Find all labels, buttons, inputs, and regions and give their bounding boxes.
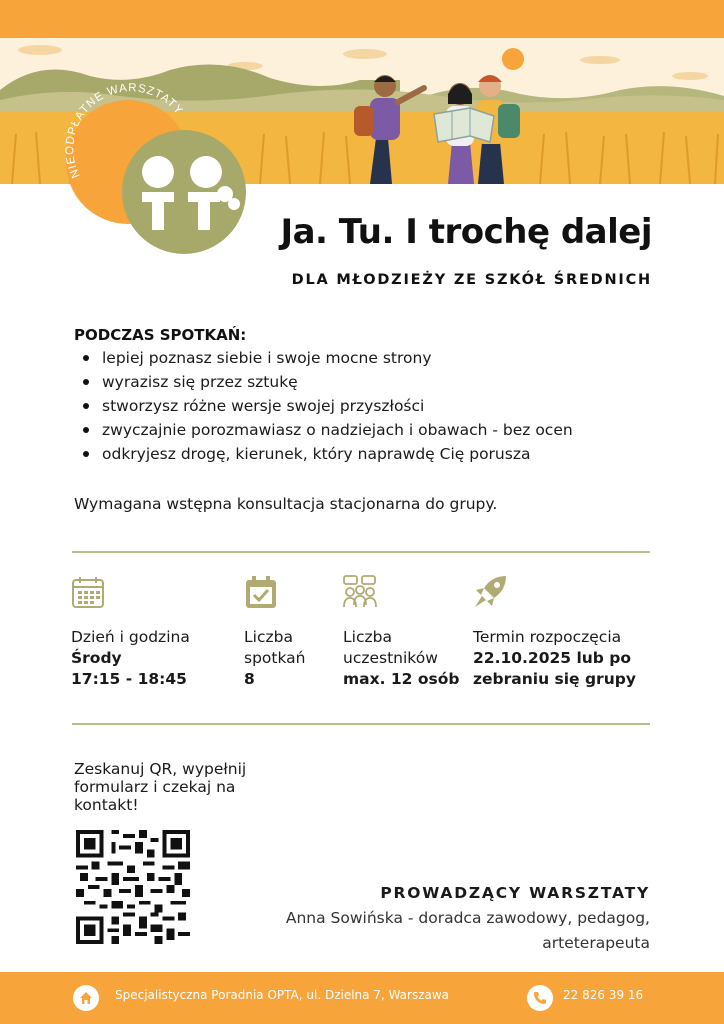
phone-icon [527, 985, 553, 1011]
list-item: stworzysz różne wersje swojej przyszłości [80, 394, 573, 418]
info-value: max. 12 osób [343, 670, 460, 688]
info-label: spotkań [244, 649, 306, 667]
calendar-grid-icon [70, 574, 106, 610]
during-heading: PODCZAS SPOTKAŃ: [74, 326, 247, 344]
host-name: Anna Sowińska - doradca zawodowy, pedagog, arteterapeuta [285, 909, 650, 952]
info-label: uczestników [343, 649, 438, 667]
footer-address: Specjalistyczna Poradnia OPTA, ul. Dzielna 7, Warszawa [115, 988, 450, 1002]
rocket-icon [472, 574, 508, 610]
info-value: 22.10.2025 lub po [473, 649, 632, 667]
calendar-check-icon [243, 574, 279, 610]
info-label: Liczba [244, 628, 293, 646]
qr-code-icon[interactable] [76, 830, 190, 944]
host-heading: PROWADZĄCY WARSZTATY [380, 884, 650, 902]
badge-text: NIEODPŁATNE WARSZTATY [64, 82, 186, 180]
consultation-note: Wymagana wstępna konsultacja stacjonarna do grupy. [74, 495, 498, 513]
list-item: odkryjesz drogę, kierunek, który naprawdę Cię porusza [80, 442, 573, 466]
opta-logo-icon [122, 130, 246, 254]
page-subtitle: DLA MŁODZIEŻY ZE SZKÓŁ ŚREDNICH [291, 272, 652, 288]
workshop-badge [60, 66, 260, 256]
info-value: 17:15 - 18:45 [71, 670, 187, 688]
list-item: wyrazisz się przez sztukę [80, 370, 573, 394]
footer [0, 972, 724, 1024]
list-item: lepiej poznasz siebie i swoje mocne strony [80, 346, 573, 370]
home-icon [73, 985, 99, 1011]
info-participants [343, 627, 459, 690]
list-item: zwyczajnie porozmawiasz o nadziejach i obawach - bez ocen [80, 418, 573, 442]
info-value: Środy [71, 649, 122, 667]
qr-instruction: Zeskanuj QR, wypełnij formularz i czekaj na kontakt! [74, 760, 247, 814]
info-day-time [71, 627, 190, 690]
top-bar [0, 0, 724, 38]
footer-phone[interactable]: 22 826 39 16 [563, 988, 644, 1002]
page-title: Ja. Tu. I trochę dalej [280, 212, 652, 252]
info-start-date [473, 627, 636, 690]
info-meetings [244, 627, 306, 690]
info-label: Termin rozpoczęcia [473, 628, 622, 646]
info-label: Liczba [343, 628, 392, 646]
divider [72, 551, 650, 553]
group-chat-icon [342, 574, 378, 610]
info-value: 8 [244, 670, 255, 688]
divider [72, 723, 650, 725]
info-label: Dzień i godzina [71, 628, 190, 646]
benefits-list [80, 346, 573, 466]
info-value: zebraniu się grupy [473, 670, 636, 688]
